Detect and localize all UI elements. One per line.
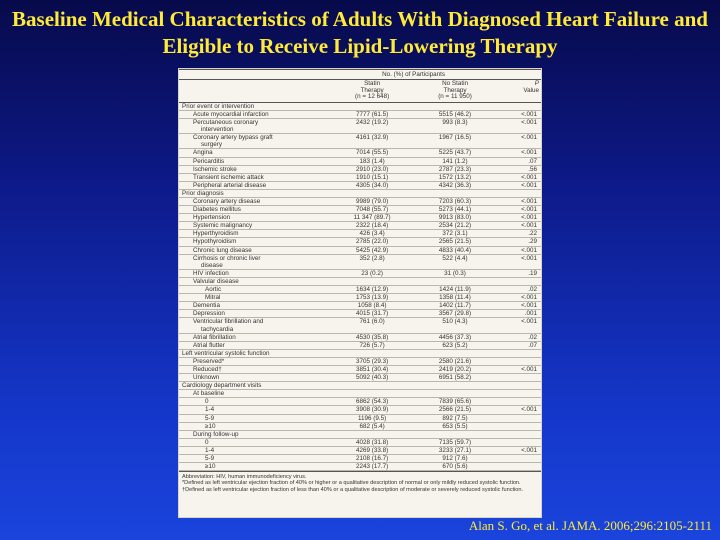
- table-row: [179, 198, 541, 206]
- table-row: [179, 157, 541, 165]
- p-value: .001: [496, 310, 541, 318]
- no-statin-value: 522 (4.4): [414, 254, 497, 269]
- row-label-text: 1-4: [205, 446, 215, 454]
- statin-value: 682 (5.4): [331, 422, 414, 430]
- statin-value: 426 (3.4): [331, 230, 414, 238]
- statin-header-line3: (n = 12 648): [355, 93, 390, 101]
- table-row: [179, 294, 541, 302]
- table-row: [179, 102, 541, 110]
- no-statin-header-line2: Therapy: [443, 86, 467, 94]
- row-label: [179, 382, 331, 390]
- table-row: [179, 463, 541, 471]
- row-label-text: Acute myocardial infarction: [193, 110, 269, 118]
- table-body: [179, 102, 541, 470]
- no-statin-header-line1: No Statin: [442, 80, 468, 88]
- footnote: *Defined as left ventricular ejection fraction of 40% or higher or a qualitative description of normal or only mildly reduced systolic function.: [182, 480, 521, 487]
- statin-value: 11 347 (89.7): [331, 214, 414, 222]
- statin-value: [331, 189, 414, 197]
- p-value: <.001: [496, 294, 541, 302]
- p-value: [496, 390, 541, 398]
- p-value: [496, 414, 541, 422]
- no-statin-value: [414, 430, 497, 438]
- row-label-text: Cirrhosis or chronic liver: [193, 254, 261, 262]
- row-label: [179, 222, 331, 230]
- p-value: [496, 102, 541, 110]
- row-label-text: Prior event or intervention: [182, 102, 255, 110]
- row-label-text: Atrial fibrillation: [193, 333, 236, 341]
- row-label: [179, 230, 331, 238]
- table-row: [179, 382, 541, 390]
- no-statin-value: 4342 (36.3): [414, 181, 497, 189]
- p-value: [496, 357, 541, 365]
- no-statin-header: [414, 80, 497, 103]
- table-row: [179, 119, 541, 134]
- row-label-text: Cardiology department visits: [182, 382, 262, 390]
- p-value: <.001: [496, 206, 541, 214]
- row-label-text: Aortic: [205, 286, 222, 294]
- p-value: .19: [496, 269, 541, 277]
- row-label: [179, 374, 331, 382]
- no-statin-value: 31 (0.3): [414, 269, 497, 277]
- p-value: .22: [496, 230, 541, 238]
- row-label: [179, 238, 331, 246]
- no-statin-value: 2787 (23.3): [414, 165, 497, 173]
- row-label-text: Chronic lung disease: [193, 246, 252, 254]
- statin-value: 7777 (61.5): [331, 110, 414, 118]
- row-label-text: During follow-up: [193, 430, 239, 438]
- row-label-text-cont: disease: [201, 261, 223, 269]
- p-value: [496, 463, 541, 471]
- row-label-text: Pericarditis: [193, 157, 225, 165]
- row-label: [179, 438, 331, 446]
- p-value: [496, 382, 541, 390]
- row-label: [179, 390, 331, 398]
- table-row: [179, 438, 541, 446]
- statin-value: 4305 (34.0): [331, 181, 414, 189]
- no-statin-value: 6951 (58.2): [414, 374, 497, 382]
- table-row: [179, 406, 541, 414]
- row-label-text: 0: [205, 438, 209, 446]
- row-label-text: Peripheral arterial disease: [193, 181, 267, 189]
- table-row: [179, 430, 541, 438]
- no-statin-value: 4456 (37.3): [414, 333, 497, 341]
- no-statin-value: 1424 (11.9): [414, 286, 497, 294]
- row-label: [179, 189, 331, 197]
- table-row: [179, 269, 541, 277]
- row-label-text: Valvular disease: [193, 277, 239, 285]
- blank-header-p: [496, 70, 541, 80]
- row-label: [179, 333, 331, 341]
- statin-value: 4161 (32.9): [331, 134, 414, 149]
- p-value: [496, 398, 541, 406]
- row-label-text: HIV infection: [193, 269, 229, 277]
- no-statin-value: 993 (8.3): [414, 119, 497, 134]
- statin-value: 1753 (13.9): [331, 294, 414, 302]
- statin-value: 2108 (16.7): [331, 455, 414, 463]
- p-value: .02: [496, 333, 541, 341]
- no-statin-value: [414, 277, 497, 285]
- p-value: [496, 455, 541, 463]
- p-value: .29: [496, 238, 541, 246]
- row-label: [179, 165, 331, 173]
- p-value: <.001: [496, 119, 541, 134]
- row-label: [179, 214, 331, 222]
- p-value: [496, 349, 541, 357]
- statin-value: 7048 (55.7): [331, 206, 414, 214]
- row-label-text-cont: intervention: [201, 126, 234, 134]
- no-statin-value: 5515 (46.2): [414, 110, 497, 118]
- row-label: [179, 134, 331, 149]
- table-row: [179, 455, 541, 463]
- row-label: [179, 406, 331, 414]
- no-statin-value: 2580 (21.6): [414, 357, 497, 365]
- row-label-text: Transient ischemic attack: [193, 173, 264, 181]
- row-label: [179, 198, 331, 206]
- no-statin-value: 892 (7.5): [414, 414, 497, 422]
- no-statin-value: 5225 (43.7): [414, 149, 497, 157]
- table-row: [179, 357, 541, 365]
- no-statin-value: 653 (5.5): [414, 422, 497, 430]
- no-statin-value: 1967 (16.5): [414, 134, 497, 149]
- table-row: [179, 214, 541, 222]
- row-label: [179, 149, 331, 157]
- p-value: <.001: [496, 214, 541, 222]
- p-value: <.001: [496, 446, 541, 454]
- p-value: <.001: [496, 246, 541, 254]
- row-label: [179, 341, 331, 349]
- statin-value: 3851 (30.4): [331, 365, 414, 373]
- statin-value: 761 (6.0): [331, 318, 414, 333]
- row-label: [179, 286, 331, 294]
- statin-value: [331, 349, 414, 357]
- row-label-text: ≥10: [205, 463, 216, 471]
- group-header: No. (%) of Participants: [331, 70, 497, 80]
- table-row: [179, 349, 541, 357]
- row-label-text: Reduced†: [193, 365, 222, 373]
- no-statin-value: 3233 (27.1): [414, 446, 497, 454]
- table-document: [178, 68, 542, 518]
- table-row: [179, 302, 541, 310]
- statin-value: 726 (5.7): [331, 341, 414, 349]
- row-label: [179, 269, 331, 277]
- no-statin-value: [414, 382, 497, 390]
- row-label-text: Ischemic stroke: [193, 165, 237, 173]
- row-label-text: Percutaneous coronary: [193, 119, 259, 127]
- statin-value: [331, 102, 414, 110]
- citation: Alan S. Go, et al. JAMA. 2006;296:2105-2111: [468, 518, 712, 533]
- row-label-text-cont: tachycardia: [201, 325, 234, 333]
- p-value: .07: [496, 157, 541, 165]
- table-row: [179, 390, 541, 398]
- no-statin-value: 510 (4.3): [414, 318, 497, 333]
- p-value: [496, 430, 541, 438]
- table-row: [179, 246, 541, 254]
- row-label: [179, 119, 331, 134]
- row-label-text: Hyperthyroidism: [193, 230, 239, 238]
- statin-value: 2432 (19.2): [331, 119, 414, 134]
- row-label-text: Unknown: [193, 374, 220, 382]
- row-label-text: Depression: [193, 310, 225, 318]
- statin-value: 1910 (15.1): [331, 173, 414, 181]
- table-row: [179, 230, 541, 238]
- p-value: <.001: [496, 181, 541, 189]
- p-value: [496, 422, 541, 430]
- row-label: [179, 206, 331, 214]
- no-statin-value: 912 (7.6): [414, 455, 497, 463]
- no-statin-value: 623 (5.2): [414, 341, 497, 349]
- statin-value: 23 (0.2): [331, 269, 414, 277]
- p-value: [496, 374, 541, 382]
- statin-value: 183 (1.4): [331, 157, 414, 165]
- no-statin-value: 2566 (21.5): [414, 406, 497, 414]
- no-statin-value: 2534 (21.2): [414, 222, 497, 230]
- p-value: .02: [496, 286, 541, 294]
- row-label: [179, 422, 331, 430]
- statin-value: 1634 (12.9): [331, 286, 414, 294]
- statin-value: 2322 (18.4): [331, 222, 414, 230]
- row-label: [179, 357, 331, 365]
- no-statin-value: 2565 (21.5): [414, 238, 497, 246]
- row-label: [179, 277, 331, 285]
- no-statin-value: 1358 (11.4): [414, 294, 497, 302]
- no-statin-value: 670 (5.6): [414, 463, 497, 471]
- p-value: <.001: [496, 222, 541, 230]
- statin-value: 9989 (79.0): [331, 198, 414, 206]
- table-row: [179, 398, 541, 406]
- statin-value: 2243 (17.7): [331, 463, 414, 471]
- table-row: [179, 365, 541, 373]
- table-row: [179, 206, 541, 214]
- statin-value: 1058 (8.4): [331, 302, 414, 310]
- row-label-text: Preserved*: [193, 357, 225, 365]
- no-statin-value: 1402 (11.7): [414, 302, 497, 310]
- no-statin-value: [414, 102, 497, 110]
- row-label: [179, 181, 331, 189]
- table-row: [179, 446, 541, 454]
- row-label: [179, 294, 331, 302]
- p-value: <.001: [496, 318, 541, 333]
- statin-value: [331, 390, 414, 398]
- no-statin-value: 5273 (44.1): [414, 206, 497, 214]
- p-value: <.001: [496, 134, 541, 149]
- row-label: [179, 349, 331, 357]
- statin-value: 3908 (30.9): [331, 406, 414, 414]
- p-value: [496, 277, 541, 285]
- table-row: [179, 238, 541, 246]
- p-value: [496, 438, 541, 446]
- no-statin-value: 4833 (40.4): [414, 246, 497, 254]
- p-value: [496, 189, 541, 197]
- row-label-text: ≥10: [205, 422, 216, 430]
- statin-value: [331, 430, 414, 438]
- row-label-text: At baseline: [193, 390, 225, 398]
- table-row: [179, 181, 541, 189]
- row-label-text: Hypothyroidism: [193, 238, 237, 246]
- p-header-line2: Value: [523, 86, 539, 94]
- row-label-text: 0: [205, 398, 209, 406]
- row-label-text: Hypertension: [193, 214, 231, 222]
- row-label: [179, 310, 331, 318]
- p-value: <.001: [496, 149, 541, 157]
- slide-title: Baseline Medical Characteristics of Adults With Diagnosed Heart Failure and Eligible to Receive Lipid-Lowering Therapy: [12, 7, 708, 58]
- table-footnotes: [179, 471, 541, 493]
- row-label-text: Angina: [193, 149, 213, 157]
- p-value: .07: [496, 341, 541, 349]
- table-row: [179, 422, 541, 430]
- p-header-line1: P: [534, 80, 539, 88]
- statin-value: 4015 (31.7): [331, 310, 414, 318]
- p-value: <.001: [496, 198, 541, 206]
- table-row: [179, 134, 541, 149]
- row-label: [179, 157, 331, 165]
- table-row: [179, 173, 541, 181]
- no-statin-value: 7203 (60.3): [414, 198, 497, 206]
- no-statin-value: 141 (1.2): [414, 157, 497, 165]
- row-label-text: Ventricular fibrillation and: [193, 318, 264, 326]
- no-statin-header-line3: (n = 11 950): [438, 93, 472, 101]
- no-statin-value: 3567 (29.8): [414, 310, 497, 318]
- row-label-text: Coronary artery disease: [193, 198, 261, 205]
- row-label: [179, 398, 331, 406]
- statin-value: 4028 (31.8): [331, 438, 414, 446]
- table-row: [179, 286, 541, 294]
- row-label: [179, 302, 331, 310]
- statin-value: 7014 (55.5): [331, 149, 414, 157]
- row-label-text: Atrial flutter: [193, 341, 225, 349]
- no-statin-value: [414, 189, 497, 197]
- statin-value: [331, 277, 414, 285]
- table-row: [179, 189, 541, 197]
- row-label: [179, 102, 331, 110]
- row-label: [179, 246, 331, 254]
- row-label-text: 5-9: [205, 455, 215, 462]
- statin-header: [331, 80, 414, 103]
- row-label-text: Coronary artery bypass graft: [193, 134, 273, 142]
- statin-value: 1196 (9.5): [331, 414, 414, 422]
- statin-value: 3705 (29.3): [331, 357, 414, 365]
- table-row: [179, 149, 541, 157]
- table-row: [179, 277, 541, 285]
- row-label-text: 5-9: [205, 414, 215, 422]
- row-label: [179, 455, 331, 463]
- no-statin-value: 9913 (83.0): [414, 214, 497, 222]
- table-row: [179, 333, 541, 341]
- no-statin-value: 7839 (65.6): [414, 398, 497, 406]
- no-statin-value: 7135 (59.7): [414, 438, 497, 446]
- p-value: <.001: [496, 173, 541, 181]
- table-row: [179, 165, 541, 173]
- row-label: [179, 430, 331, 438]
- row-label: [179, 318, 331, 333]
- no-statin-value: 372 (3.1): [414, 230, 497, 238]
- row-label: [179, 254, 331, 269]
- p-value: <.001: [496, 365, 541, 373]
- row-label-text: Left ventricular systolic function: [182, 349, 270, 357]
- statin-value: 2785 (22.0): [331, 238, 414, 246]
- table-row: [179, 414, 541, 422]
- statin-value: 352 (2.8): [331, 254, 414, 269]
- footnote: Abbreviation: HIV, human immunodeficiency virus.: [182, 474, 307, 481]
- row-label: [179, 173, 331, 181]
- statin-value: 5425 (42.9): [331, 246, 414, 254]
- row-label-text: Systemic malignancy: [193, 222, 253, 230]
- no-statin-value: 1572 (13.2): [414, 173, 497, 181]
- statin-header-line2: Therapy: [360, 86, 384, 94]
- table-row: [179, 318, 541, 333]
- table-row: [179, 341, 541, 349]
- characteristics-table: [179, 69, 541, 471]
- row-label-text: Prior diagnosis: [182, 189, 224, 197]
- row-label-text: 1-4: [205, 406, 215, 414]
- no-statin-value: [414, 349, 497, 357]
- row-label-text: Mitral: [205, 294, 221, 302]
- p-value: <.001: [496, 254, 541, 269]
- p-value: <.001: [496, 110, 541, 118]
- row-label: [179, 446, 331, 454]
- statin-header-line1: Statin: [364, 80, 381, 88]
- footnote: †Defined as left ventricular ejection fraction of less than 40% or a qualitative description of moderate or severely reduced systolic function.: [182, 486, 524, 493]
- p-value: <.001: [496, 302, 541, 310]
- statin-value: [331, 382, 414, 390]
- row-label: [179, 365, 331, 373]
- blank-header: [179, 70, 331, 80]
- no-statin-value: 2419 (20.2): [414, 365, 497, 373]
- row-label-text: Dementia: [193, 302, 220, 310]
- table-row: [179, 254, 541, 269]
- row-label-text-cont: surgery: [201, 141, 222, 149]
- row-label: [179, 463, 331, 471]
- table-row: [179, 222, 541, 230]
- row-label-text: Diabetes mellitus: [193, 206, 241, 214]
- statin-value: 2910 (23.0): [331, 165, 414, 173]
- statin-value: 6862 (54.3): [331, 398, 414, 406]
- statin-value: 4530 (35.8): [331, 333, 414, 341]
- no-statin-value: [414, 390, 497, 398]
- label-header: [179, 80, 331, 103]
- table-row: [179, 374, 541, 382]
- p-value-header: [496, 80, 541, 103]
- row-label: [179, 414, 331, 422]
- p-value: .56: [496, 165, 541, 173]
- table-row: [179, 310, 541, 318]
- statin-value: 4269 (33.8): [331, 446, 414, 454]
- table-row: [179, 110, 541, 118]
- row-label: [179, 110, 331, 118]
- p-value: <.001: [496, 406, 541, 414]
- statin-value: 5092 (40.3): [331, 374, 414, 382]
